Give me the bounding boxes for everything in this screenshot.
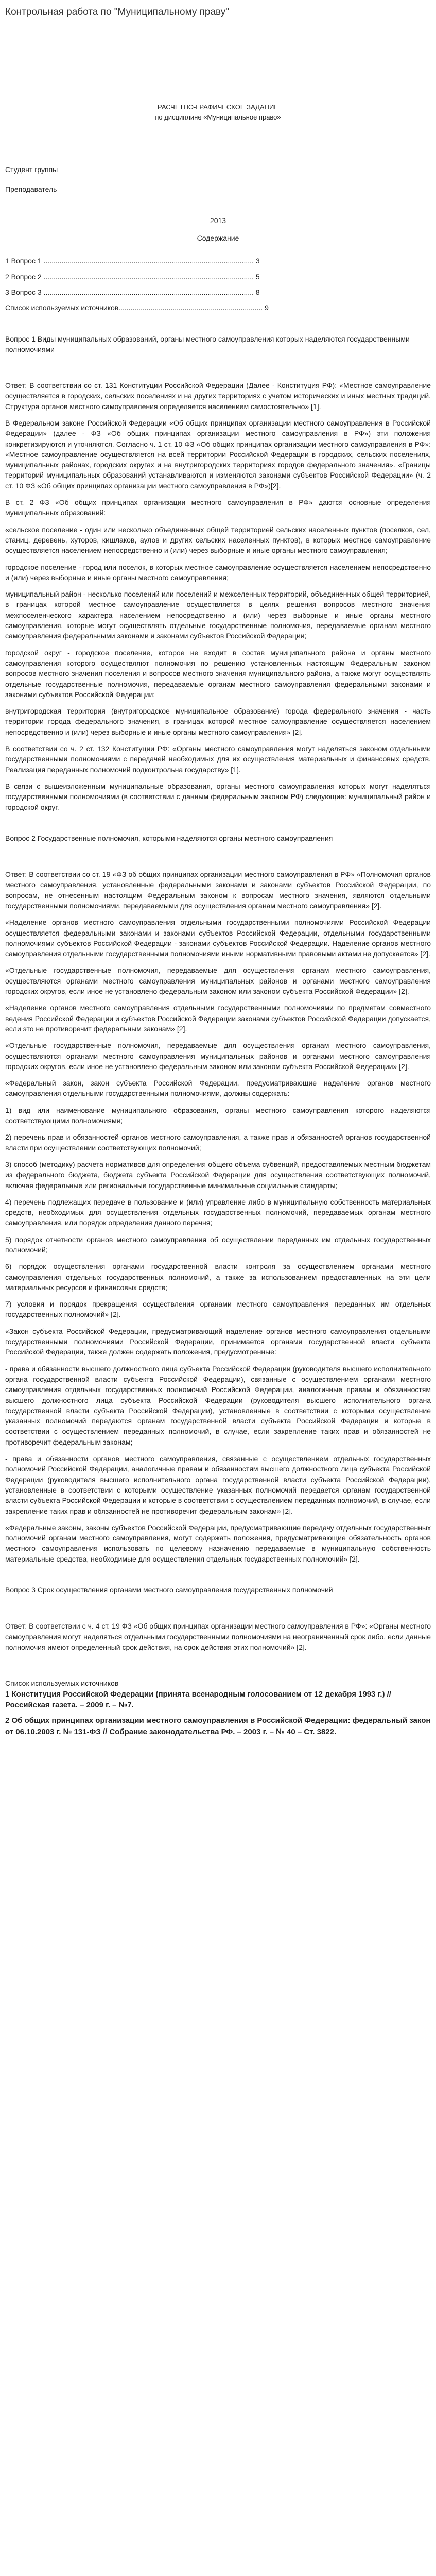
question-1-body [5, 380, 431, 812]
meta-block [5, 164, 431, 195]
paragraph: 7) условия и порядок прекращения осуществления органами местного самоуправления переданных им отдельных государственных полномочий» [2]. [5, 1300, 431, 1319]
paragraph: городской округ - городское поселение, которое не входит в состав муниципального района и органы местного самоуправления которого осуществляют полномочия по решению установленных настоящим Федеральным законом вопросов местного значения поселения и вопросов местного значения муниципального района, а также могут осуществлять отдельные государственные полномочия, передаваемые органам местного самоуправления федеральными законами и законами субъектов Российской Федерации; [5, 648, 431, 699]
student-label: Студент группы [5, 165, 58, 174]
teacher-label: Преподаватель [5, 185, 57, 194]
paragraph: Ответ: В соответствии со ст. 131 Конституции Российской Федерации (Далее - Конституция РФ): «Местное самоуправление осуществляется в городских, сельских поселениях и на других территориях с учетом исторических и иных местных традиций. Структура органов местного самоуправления определяется населением самостоятельно» [1]. [5, 381, 431, 411]
paragraph: - права и обязанности органов местного самоуправления, связанные с осуществлением отдельных государственных полномочий Российской Федерации, аналогичные правам и обязанностям высшего должностного лица субъекта Российской Федерации (руководителя высшего исполнительного органа государственной власти субъекта Российской Федерации), установленные в соответствии с которыми осуществление указанных полномочий передается органам государственной власти субъекта Российской Федерации и которые в соответствии с осуществлением переданных полномочий, в случае, если закрепление таких прав и обязанностей не противоречит федеральным законам» [2]. [5, 1454, 431, 1515]
paragraph: внутригородская территория (внутригородское муниципальное образование) города федерального значения - часть территории города федерального значения, в границах которой местное самоуправление осуществляется населением непосредственно и (или) через выборные и иные органы местного самоуправления» [2]. [5, 707, 431, 736]
toc-item: 1 Вопрос 1 ......................................................................................................... 3 [5, 257, 260, 265]
toc-item: 2 Вопрос 2 ......................................................................................................... 5 [5, 272, 260, 281]
paragraph: Ответ: В соответствии со ст. 19 «ФЗ об общих принципах организации местного самоуправления в РФ» «Полномочия органов местного самоуправления, установленные федеральными законами и законами субъектов Российской Федерации, по вопросам, не отнесенным настоящим Федеральным законом к вопросам местного значения, являются отдельными государственными полномочиями, передаваемыми для осуществления органам местного самоуправления» [2]. [5, 870, 431, 910]
toc-item: 3 Вопрос 3 ......................................................................................................... 8 [5, 287, 260, 296]
paragraph: «Федеральный закон, закон субъекта Российской Федерации, предусматривающие наделение органов местного самоуправления отдельными государственными полномочиями, должны содержать: [5, 1079, 431, 1098]
paragraph: «Наделение органов местного самоуправления отдельными государственными полномочиями Российской Федерации осуществляется федеральными законами и законами субъектов Российской Федерации, отдельными государственными полномочиями субъектов Российской Федерации - законами субъектов Российской Федерации. Наделение органов местного самоуправления отдельными государственными полномочиями иными нормативными правовыми актами не допускается» [2]. [5, 918, 431, 958]
paragraph: «Закон субъекта Российской Федерации, предусматривающий наделение органов местного самоуправления отдельными государственными полномочиями Российской Федерации, принимается органами государственной власти субъекта Российской Федерации, также должен содержать положения, предусмотренные: [5, 1327, 431, 1357]
paragraph: «Отдельные государственные полномочия, передаваемые для осуществления органам местного самоуправления, осуществляются органами местного самоуправления муниципальных районов и органами местного самоуправления городских округов, если иное не установлено федеральным законом или законом субъекта Российской Федерации» [2]. [5, 966, 431, 996]
paragraph: 6) порядок осуществления органами государственной власти контроля за осуществлением органами местного самоуправления отдельных государственных полномочий, а также за использованием предоставленных на эти цели материальных ресурсов и финансовых средств; [5, 1262, 431, 1292]
paragraph: муниципальный район - несколько поселений или поселений и межселенных территорий, объединенных общей территорией, в границах которой местное самоуправление осуществляется в целях решения вопросов местного значения межпоселенческого характера населением непосредственно и (или) через выборные и иные органы местного самоуправления, которые могут осуществлять отдельные государственные полномочия, передаваемые органам местного самоуправления федеральными законами и законами субъектов Российской Федерации; [5, 590, 431, 640]
year: 2013 [210, 216, 226, 225]
paragraph: «Федеральные законы, законы субъектов Российской Федерации, предусматривающие передачу отдельных государственных полномочий органам местного самоуправления, могут содержать положения, предусматривающие обязательность органов местного самоуправления использовать по целевому назначению передаваемые в муниципальную собственность материальные средства, необходимые для осуществления отдельных государственных полномочий» [2]. [5, 1523, 431, 1563]
source-item: 1 Конституция Российской Федерации (принята всенародным голосованием от 12 декабря 1993 г.) // Российская газета. – 2009 г. – №7. [5, 1689, 391, 1710]
paragraph: 3) способ (методику) расчета нормативов для определения общего объема субвенций, предоставляемых местным бюджетам из федерального бюджета, бюджета субъекта Российской Федерации для осуществления соответствующих полномочий, включая федеральные или региональные государственные минимальные социальные стандарты; [5, 1160, 431, 1190]
paragraph: В Федеральном законе Российской Федерации «Об общих принципах организации местного самоуправления в Российской Федерации» (далее - ФЗ «Об общих принципах организации местного самоуправления в РФ») эти положения конкретизируются и уточняются. Согласно ч. 1 ст. 10 ФЗ «Об общих принципах организации местного самоуправления в РФ»: «Местное самоуправление осуществляется на всей территории Российской Федерации в городских, сельских поселениях, муниципальных районах, городских округах и на внутригородских территориях городов федерального значения». «Границы территорий муниципальных образований устанавливаются и изменяются законами субъектов Российской Федерации» (ч. 2 ст. 10 ФЗ «Об общих принципах организации местного самоуправления в РФ»)[2]. [5, 419, 431, 490]
title-block [5, 102, 431, 124]
question-3-body [5, 1621, 431, 1652]
paragraph: «Отдельные государственные полномочия, передаваемые для осуществления органам местного самоуправления, осуществляются органами местного самоуправления муниципальных районов и органами местного самоуправления городских округов, если иное не установлено федеральным законом или законом субъекта Российской Федерации» [2]. [5, 1041, 431, 1071]
toc-item: Список используемых источников........................................................................ 9 [5, 303, 269, 312]
paragraph: 4) перечень подлежащих передаче в пользование и (или) управление либо в муниципальную собственность материальных средств, необходимых для осуществления отдельных государственных полномочий, передаваемых органам местного самоуправления, или порядок определения данного перечня; [5, 1197, 431, 1227]
paragraph: 1) вид или наименование муниципального образования, органы местного самоуправления которого наделяются соответствующими полномочиями; [5, 1106, 431, 1125]
paragraph: «Наделение органов местного самоуправления отдельными государственными полномочиями по предметам совместного ведения Российской Федерации и субъектов Российской Федерации законами субъектов Российской Федерации допускается, если это не противоречит федеральным законам» [2]. [5, 1004, 431, 1033]
paragraph: В связи с вышеизложенным муниципальные образования, органы местного самоуправления которых могут наделяться государственными полномочиями (в соответствии с данным федеральным законом РФ) следующие: муниципальный район и городской округ. [5, 782, 431, 811]
source-item: 2 Об общих принципах организации местного самоуправления в Российской Федерации: федеральный закон от 06.10.2003 г. № 131-ФЗ // Собрание законодательства РФ. – 2003 г. – № 40 – Ст. 3822. [5, 1716, 431, 1736]
contents-heading: Содержание [197, 234, 239, 243]
question-2-body [5, 869, 431, 1564]
question-1-heading: Вопрос 1 Виды муниципальных образований, органы местного самоуправления которых наделяются государственными полномочиями [5, 334, 410, 353]
paragraph: В ст. 2 ФЗ «Об общих принципах организации местного самоуправления в РФ» даются основные определения муниципальных образований: [5, 498, 431, 517]
question-2-heading: Вопрос 2 Государственные полномочия, которыми наделяются органы местного самоуправления [5, 834, 333, 842]
paragraph: 2) перечень прав и обязанностей органов местного самоуправления, а также прав и обязанностей органов государственной власти при осуществлении соответствующих полномочий; [5, 1133, 431, 1152]
page-title: Контрольная работа по "Муниципальному праву" [5, 7, 229, 18]
paragraph: «сельское поселение - один или несколько объединенных общей территорией сельских населенных пунктов (поселков, сел, станиц, деревень, хуторов, кишлаков, аулов и других сельских населенных пунктов), в которых местное самоуправление осуществляется населением непосредственно и (или) через выборные и иные органы местного самоуправления; [5, 525, 431, 555]
discipline: по дисциплине «Муниципальное право» [155, 113, 281, 122]
paragraph: Ответ: В соответствии с ч. 4 ст. 19 ФЗ «Об общих принципах организации местного самоуправления в РФ»: «Органы местного самоуправления могут наделяться отдельными государственными полномочиями на неограниченный срок либо, если данные полномочия имеют определенный срок действия, на срок действия этих полномочий» [2]. [5, 1622, 431, 1651]
assignment-type: РАСЧЕТНО-ГРАФИЧЕСКОЕ ЗАДАНИЕ [158, 103, 278, 111]
paragraph: городское поселение - город или поселок, в которых местное самоуправление осуществляется населением непосредственно и (или) через выборные и иные органы местного самоуправления; [5, 563, 431, 582]
paragraph: В соответствии со ч. 2 ст. 132 Конституции РФ: «Органы местного самоуправления могут наделяться законом отдельными государственными полномочиями с передачей необходимых для их осуществления материальных и финансовых средств. Реализация переданных полномочий подконтрольна государству» [1]. [5, 744, 431, 774]
paragraph: - права и обязанности высшего должностного лица субъекта Российской Федерации (руководителя высшего исполнительного органа государственной власти субъекта Российской Федерации), связанные с осуществлением органами местного самоуправления отдельных государственных полномочий Российской Федерации, аналогичные правам и обязанностям высшего должностного лица субъекта Российской Федерации (руководителя высшего исполнительного органа государственной власти субъекта Российской Федерации), установленные в соответствии с которыми осуществление указанных полномочий передаются органам государственной власти субъекта Российской Федерации и которые в соответствии с осуществлением переданных полномочий, в случае, если закрепление таких прав и обязанностей не противоречит федеральным законам; [5, 1364, 431, 1446]
paragraph: 5) порядок отчетности органов местного самоуправления об осуществлении переданных им отдельных государственных полномочий; [5, 1235, 431, 1254]
table-of-contents [5, 256, 431, 313]
question-3-heading: Вопрос 3 Срок осуществления органами местного самоуправления государственных полномочий [5, 1586, 333, 1595]
sources-heading: Список используемых источников [5, 1679, 119, 1688]
sources-list [5, 1689, 431, 1738]
